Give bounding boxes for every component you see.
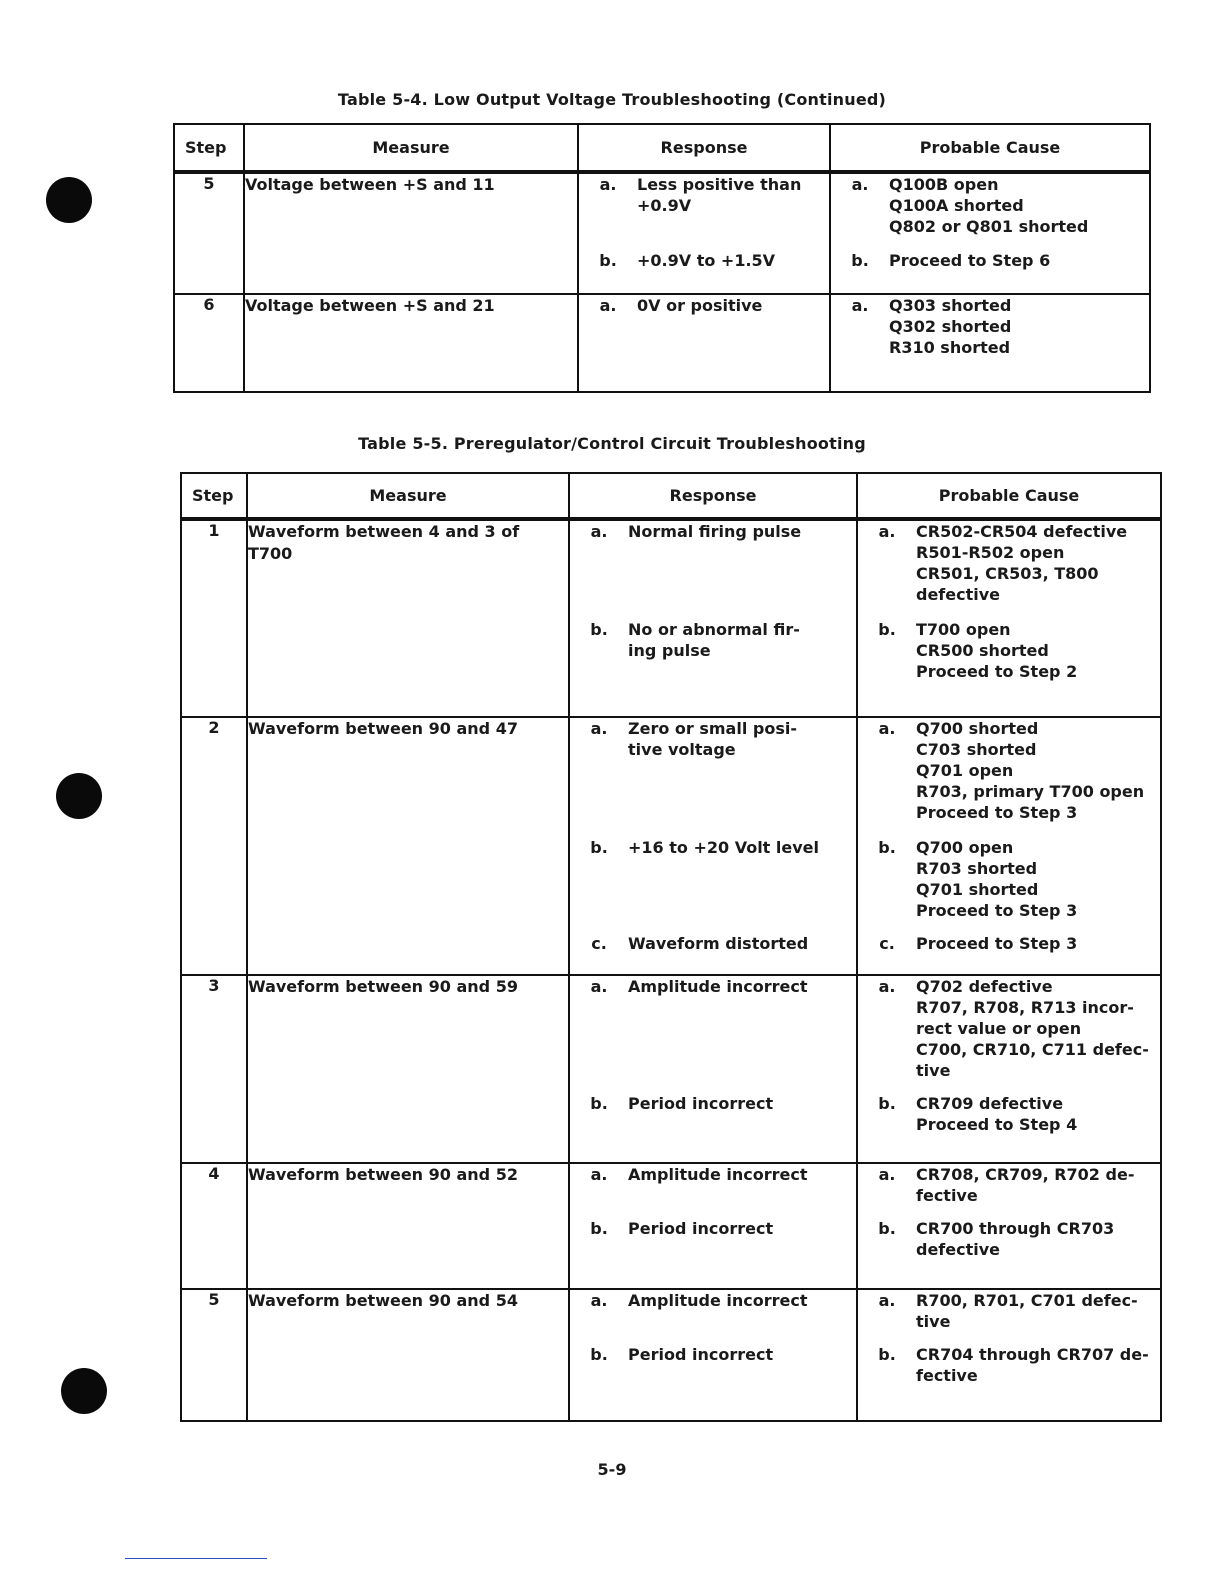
cause-entry bbox=[858, 718, 1160, 823]
response-line: ing pulse bbox=[628, 641, 711, 660]
response-line: Less positive than bbox=[637, 175, 802, 194]
response-line: 0V or positive bbox=[637, 296, 763, 315]
header-response: Response bbox=[569, 473, 857, 519]
response-text bbox=[628, 976, 856, 997]
response-letter: a. bbox=[599, 175, 617, 194]
step-number: 1 bbox=[181, 519, 247, 717]
cause-line: defective bbox=[916, 585, 1001, 604]
cause-text bbox=[916, 837, 1160, 921]
cause-line: fective bbox=[916, 1186, 978, 1205]
cause-line: rect value or open bbox=[916, 1019, 1082, 1038]
measure-line: Waveform between 90 and 59 bbox=[248, 977, 518, 996]
cause-text bbox=[916, 1290, 1160, 1332]
measure-cell bbox=[247, 717, 569, 975]
response-cell bbox=[578, 172, 830, 294]
table-5-5-caption: Table 5-5. Preregulator/Control Circuit Troubleshooting bbox=[358, 434, 866, 453]
cause-entry bbox=[858, 976, 1160, 1081]
cause-line: defective bbox=[916, 1240, 1001, 1259]
cause-line: Q700 open bbox=[916, 838, 1014, 857]
cause-text bbox=[916, 718, 1160, 823]
measure-cell bbox=[247, 519, 569, 717]
cause-line: Q701 shorted bbox=[916, 880, 1039, 899]
probable-cause-cell bbox=[857, 1289, 1161, 1421]
punch-hole-bottom bbox=[61, 1368, 107, 1414]
step-number: 2 bbox=[181, 717, 247, 975]
response-letter: a. bbox=[599, 296, 617, 315]
cause-entry bbox=[858, 837, 1160, 921]
cause-text bbox=[916, 619, 1160, 682]
response-entry bbox=[579, 174, 829, 216]
response-text bbox=[628, 1164, 856, 1185]
response-entry bbox=[570, 718, 856, 760]
probable-cause-cell bbox=[830, 172, 1150, 294]
response-letter: b. bbox=[590, 1219, 608, 1238]
response-letter: a. bbox=[590, 1165, 608, 1184]
cause-entry bbox=[858, 933, 1160, 954]
cause-letter: a. bbox=[878, 977, 896, 996]
response-cell bbox=[578, 294, 830, 392]
cause-letter: b. bbox=[878, 838, 896, 857]
cause-line: CR500 shorted bbox=[916, 641, 1049, 660]
cause-line: Proceed to Step 2 bbox=[916, 662, 1078, 681]
punch-hole-middle bbox=[56, 773, 102, 819]
measure-line: Waveform between 90 and 54 bbox=[248, 1291, 518, 1310]
cause-line: Proceed to Step 3 bbox=[916, 934, 1078, 953]
cause-line: C703 shorted bbox=[916, 740, 1037, 759]
table-row bbox=[181, 717, 1161, 975]
probable-cause-cell bbox=[830, 294, 1150, 392]
table-row bbox=[181, 1163, 1161, 1289]
response-text bbox=[628, 933, 856, 954]
table-row bbox=[181, 1289, 1161, 1421]
cause-text bbox=[916, 1344, 1160, 1386]
step-number: 5 bbox=[174, 172, 244, 294]
response-entry bbox=[570, 1218, 856, 1239]
response-line: +16 to +20 Volt level bbox=[628, 838, 819, 857]
cause-line: R310 shorted bbox=[889, 338, 1011, 357]
cause-text bbox=[916, 1164, 1160, 1206]
cause-entry bbox=[858, 619, 1160, 682]
response-line: Amplitude incorrect bbox=[628, 1291, 808, 1310]
header-measure: Measure bbox=[244, 124, 578, 172]
response-line: Period incorrect bbox=[628, 1219, 774, 1238]
measure-line: T700 bbox=[248, 544, 293, 563]
step-number: 5 bbox=[181, 1289, 247, 1421]
cause-text bbox=[889, 250, 1149, 271]
table-5-5 bbox=[180, 472, 1162, 1422]
response-letter: b. bbox=[590, 838, 608, 857]
cause-letter: a. bbox=[878, 522, 896, 541]
response-cell bbox=[569, 717, 857, 975]
response-letter: a. bbox=[590, 522, 608, 541]
probable-cause-cell bbox=[857, 1163, 1161, 1289]
cause-line: R703 shorted bbox=[916, 859, 1038, 878]
response-cell bbox=[569, 975, 857, 1163]
cause-letter: a. bbox=[878, 1165, 896, 1184]
cause-line: Proceed to Step 3 bbox=[916, 803, 1078, 822]
cause-line: C700, CR710, C711 defec- bbox=[916, 1040, 1149, 1059]
cause-entry bbox=[858, 1164, 1160, 1206]
header-probable-cause: Probable Cause bbox=[830, 124, 1150, 172]
cause-text bbox=[916, 933, 1160, 954]
response-text bbox=[637, 250, 829, 271]
cause-line: Q303 shorted bbox=[889, 296, 1012, 315]
step-number: 6 bbox=[174, 294, 244, 392]
response-cell bbox=[569, 1289, 857, 1421]
cause-line: CR704 through CR707 de- bbox=[916, 1345, 1149, 1364]
measure-cell bbox=[244, 294, 578, 392]
measure-line: Voltage between +S and 11 bbox=[245, 175, 495, 194]
cause-letter: b. bbox=[851, 251, 869, 270]
cause-line: CR502-CR504 defective bbox=[916, 522, 1128, 541]
cause-line: tive bbox=[916, 1312, 951, 1331]
cause-line: Q702 defective bbox=[916, 977, 1053, 996]
cause-line: R707, R708, R713 incor- bbox=[916, 998, 1134, 1017]
response-entry bbox=[570, 1344, 856, 1365]
cause-line: Q100A shorted bbox=[889, 196, 1024, 215]
cause-line: Proceed to Step 3 bbox=[916, 901, 1078, 920]
cause-letter: a. bbox=[851, 175, 869, 194]
cause-text bbox=[916, 1093, 1160, 1135]
cause-line: Q100B open bbox=[889, 175, 999, 194]
response-text bbox=[637, 295, 829, 316]
probable-cause-cell bbox=[857, 975, 1161, 1163]
response-text bbox=[628, 1344, 856, 1365]
response-line: Period incorrect bbox=[628, 1345, 774, 1364]
step-number: 4 bbox=[181, 1163, 247, 1289]
response-text bbox=[628, 1218, 856, 1239]
footer-rule bbox=[125, 1558, 267, 1559]
cause-letter: b. bbox=[878, 1094, 896, 1113]
response-text bbox=[628, 521, 856, 542]
page-number: 5-9 bbox=[597, 1460, 627, 1479]
cause-line: T700 open bbox=[916, 620, 1011, 639]
response-cell bbox=[569, 519, 857, 717]
probable-cause-cell bbox=[857, 519, 1161, 717]
cause-entry bbox=[831, 295, 1149, 358]
cause-entry bbox=[858, 1290, 1160, 1332]
response-letter: b. bbox=[599, 251, 617, 270]
response-text bbox=[637, 174, 829, 216]
table-row bbox=[181, 519, 1161, 717]
response-letter: a. bbox=[590, 1291, 608, 1310]
response-line: Waveform distorted bbox=[628, 934, 809, 953]
response-text bbox=[628, 1290, 856, 1311]
measure-cell bbox=[244, 172, 578, 294]
cause-letter: a. bbox=[878, 719, 896, 738]
response-letter: b. bbox=[590, 1345, 608, 1364]
table-row bbox=[181, 975, 1161, 1163]
cause-entry bbox=[831, 250, 1149, 271]
measure-line: Waveform between 90 and 47 bbox=[248, 719, 518, 738]
response-line: Amplitude incorrect bbox=[628, 977, 808, 996]
header-measure: Measure bbox=[247, 473, 569, 519]
cause-letter: b. bbox=[878, 620, 896, 639]
header-step: Step bbox=[174, 124, 244, 172]
response-line: tive voltage bbox=[628, 740, 736, 759]
response-entry bbox=[570, 837, 856, 858]
measure-line: Waveform between 4 and 3 of bbox=[248, 522, 520, 541]
cause-line: tive bbox=[916, 1061, 951, 1080]
response-text bbox=[628, 1093, 856, 1114]
header-probable-cause: Probable Cause bbox=[857, 473, 1161, 519]
step-number: 3 bbox=[181, 975, 247, 1163]
response-letter: b. bbox=[590, 620, 608, 639]
response-line: Zero or small posi- bbox=[628, 719, 797, 738]
cause-text bbox=[916, 521, 1160, 605]
cause-text bbox=[889, 295, 1149, 358]
response-text bbox=[628, 837, 856, 858]
response-line: Normal firing pulse bbox=[628, 522, 802, 541]
measure-cell bbox=[247, 1289, 569, 1421]
response-text bbox=[628, 718, 856, 760]
measure-cell bbox=[247, 975, 569, 1163]
cause-line: Q302 shorted bbox=[889, 317, 1012, 336]
cause-line: Proceed to Step 4 bbox=[916, 1115, 1078, 1134]
response-entry bbox=[570, 1093, 856, 1114]
cause-line: CR700 through CR703 bbox=[916, 1219, 1115, 1238]
cause-line: R700, R701, C701 defec- bbox=[916, 1291, 1138, 1310]
response-letter: a. bbox=[590, 719, 608, 738]
cause-line: Q802 or Q801 shorted bbox=[889, 217, 1089, 236]
response-entry bbox=[570, 1164, 856, 1185]
cause-entry bbox=[831, 174, 1149, 237]
cause-letter: a. bbox=[851, 296, 869, 315]
measure-cell bbox=[247, 1163, 569, 1289]
cause-entry bbox=[858, 1344, 1160, 1386]
response-entry bbox=[570, 619, 856, 661]
header-step: Step bbox=[181, 473, 247, 519]
cause-text bbox=[889, 174, 1149, 237]
cause-letter: a. bbox=[878, 1291, 896, 1310]
cause-entry bbox=[858, 521, 1160, 605]
cause-line: Proceed to Step 6 bbox=[889, 251, 1051, 270]
response-letter: a. bbox=[590, 977, 608, 996]
response-line: Amplitude incorrect bbox=[628, 1165, 808, 1184]
response-letter: b. bbox=[590, 1094, 608, 1113]
measure-line: Waveform between 90 and 52 bbox=[248, 1165, 518, 1184]
cause-line: CR501, CR503, T800 bbox=[916, 564, 1099, 583]
cause-entry bbox=[858, 1093, 1160, 1135]
cause-line: Q701 open bbox=[916, 761, 1014, 780]
response-entry bbox=[570, 1290, 856, 1311]
measure-line: Voltage between +S and 21 bbox=[245, 296, 495, 315]
response-entry bbox=[579, 295, 829, 316]
cause-line: Q700 shorted bbox=[916, 719, 1039, 738]
response-entry bbox=[570, 933, 856, 954]
response-entry bbox=[570, 521, 856, 542]
cause-line: CR708, CR709, R702 de- bbox=[916, 1165, 1135, 1184]
response-text bbox=[628, 619, 856, 661]
cause-line: CR709 defective bbox=[916, 1094, 1064, 1113]
table-row bbox=[174, 172, 1150, 294]
table-5-4 bbox=[173, 123, 1151, 393]
cause-line: R501-R502 open bbox=[916, 543, 1065, 562]
header-response: Response bbox=[578, 124, 830, 172]
response-entry bbox=[579, 250, 829, 271]
probable-cause-cell bbox=[857, 717, 1161, 975]
cause-line: R703, primary T700 open bbox=[916, 782, 1145, 801]
response-line: Period incorrect bbox=[628, 1094, 774, 1113]
cause-letter: c. bbox=[879, 934, 895, 953]
cause-text bbox=[916, 976, 1160, 1081]
cause-line: fective bbox=[916, 1366, 978, 1385]
response-line: +0.9V to +1.5V bbox=[637, 251, 776, 270]
response-letter: c. bbox=[591, 934, 607, 953]
response-entry bbox=[570, 976, 856, 997]
cause-text bbox=[916, 1218, 1160, 1260]
cause-letter: b. bbox=[878, 1345, 896, 1364]
table-row bbox=[174, 294, 1150, 392]
cause-entry bbox=[858, 1218, 1160, 1260]
response-cell bbox=[569, 1163, 857, 1289]
response-line: +0.9V bbox=[637, 196, 692, 215]
punch-hole-top bbox=[46, 177, 92, 223]
cause-letter: b. bbox=[878, 1219, 896, 1238]
table-5-4-caption: Table 5-4. Low Output Voltage Troubleshooting (Continued) bbox=[337, 90, 887, 109]
response-line: No or abnormal fir- bbox=[628, 620, 800, 639]
